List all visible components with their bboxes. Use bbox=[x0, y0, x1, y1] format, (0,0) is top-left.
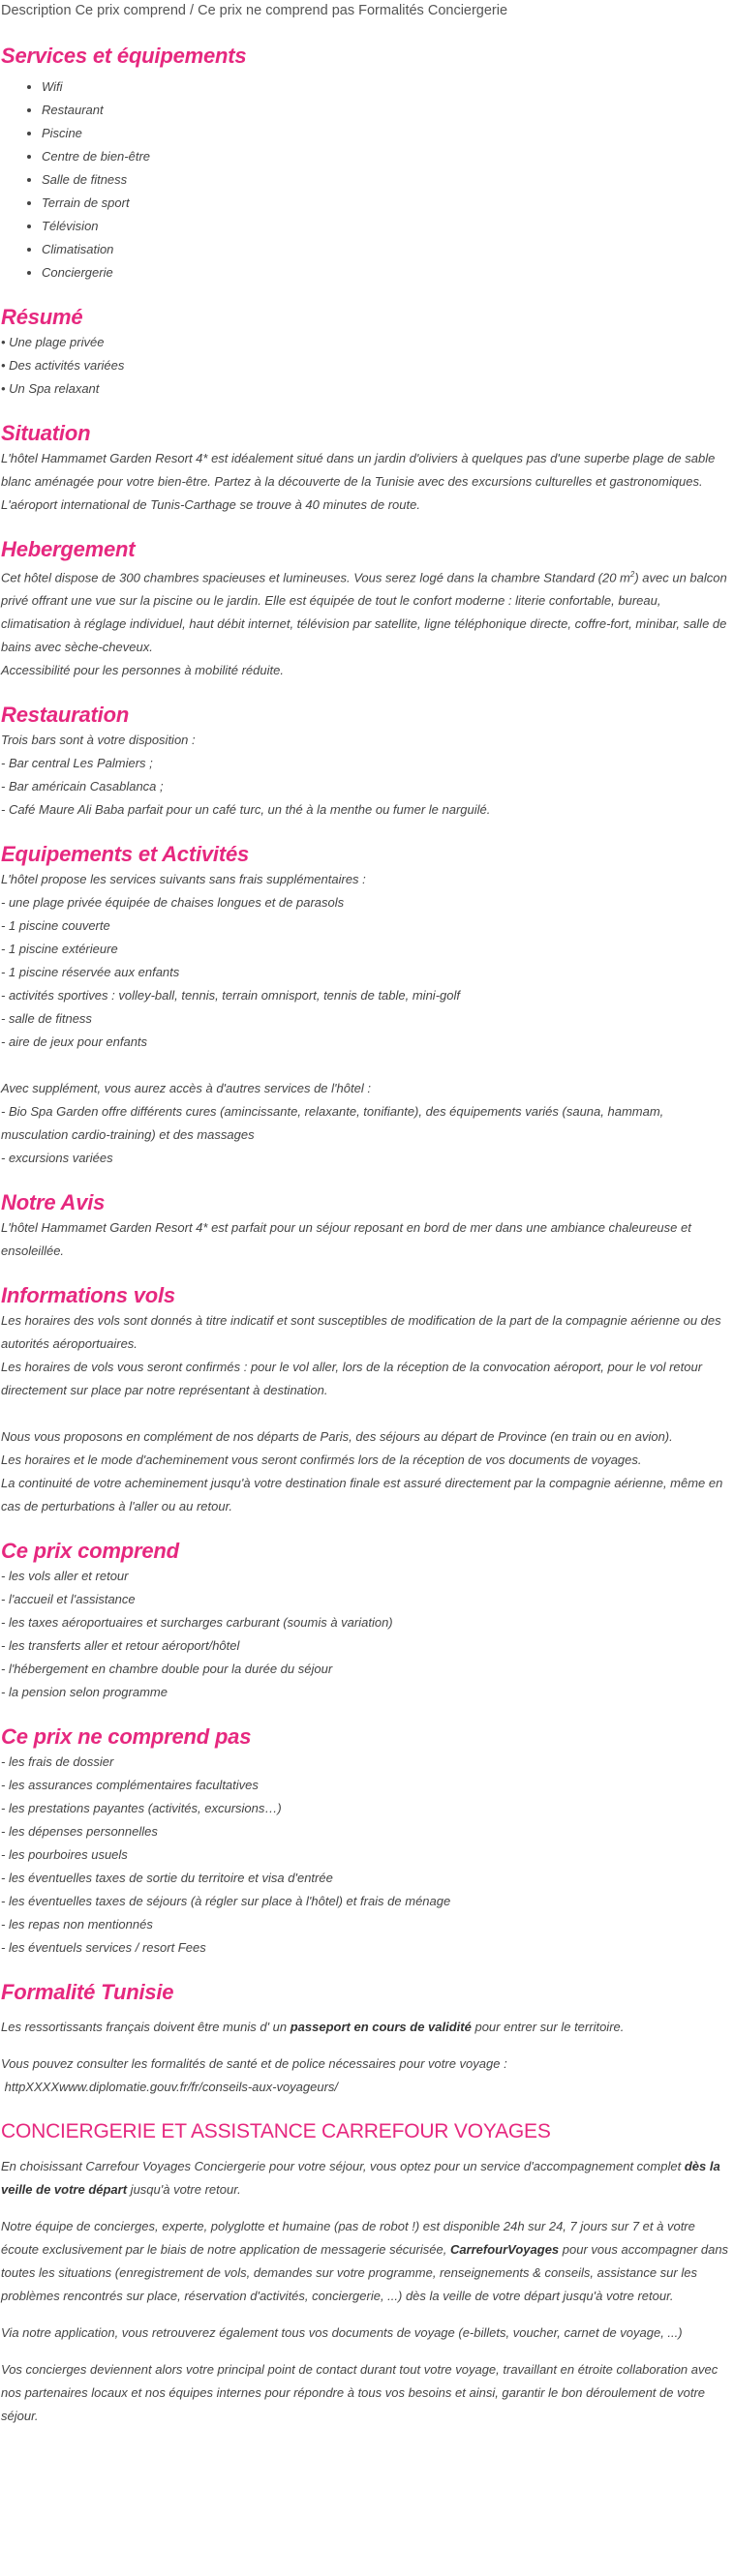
equipements-title: Equipements et Activités bbox=[1, 842, 250, 867]
conciergerie-p2-start: Notre équipe de concierges, experte, polyglotte et humaine (pas de robot !) est disponible 24h sur 24, 7 jours sur 7 et à votre écoute exclusivement par le biais de notre application de messagerie sécurisée, bbox=[1, 2219, 695, 2258]
hebergement-text bbox=[1, 563, 733, 659]
ne-comprend-line: - les prestations payantes (activités, excursions…) bbox=[1, 1801, 282, 1816]
formalite-p1-end: pour entrer sur le territoire. bbox=[471, 2020, 625, 2035]
situation-text: L'hôtel Hammamet Garden Resort 4* est idéalement situé dans un jardin d'oliviers à quelques pas d'une superbe plage de sable blanc aménagée pour votre bien-être. Partez à la découverte de la Tunisie avec des excursions culturelles et gastronomiques. L'aéroport international de Tunis-Carthage se trouve à 40 minutes de route. bbox=[1, 451, 716, 512]
comprend-line: - l'hébergement en chambre double pour la durée du séjour bbox=[1, 1662, 333, 1677]
restauration-line: - Bar central Les Palmiers ; bbox=[1, 756, 153, 771]
tab-description[interactable]: Description bbox=[1, 3, 72, 18]
service-item: • Télévision bbox=[42, 215, 733, 238]
comprend-line: - les transferts aller et retour aéroport/hôtel bbox=[1, 1638, 240, 1654]
vols-p5: La continuité de votre acheminement jusqu'à votre destination finale est assuré directement par la compagnie aérienne, même en cas de perturbations à l'aller ou au retour. bbox=[1, 1476, 723, 1514]
formalite-link[interactable]: httpXXXXwww.diplomatie.gouv.fr/fr/conseils-aux-voyageurs/ bbox=[4, 2080, 339, 2095]
vols-title: Informations vols bbox=[1, 1283, 175, 1308]
conciergerie-p2 bbox=[1, 2215, 733, 2308]
conciergerie-p2-end: pour vous accompagner dans toutes les situations (enregistrement de vols, demandes sur votre programme, renseignements & conseils, assistance sur les problèmes rencontrés sur place, réservation d'activités, conciergerie, ...) dès la veille de votre départ jusqu'à votre retour. bbox=[1, 2242, 729, 2304]
ne-comprend-line: - les éventuelles taxes de séjours (à régler sur place à l'hôtel) et frais de ménage bbox=[1, 1894, 451, 1909]
services-section bbox=[1, 43, 733, 285]
conciergerie-p1 bbox=[1, 2155, 733, 2202]
hebergement-section bbox=[1, 536, 733, 682]
avis-section bbox=[1, 1189, 733, 1263]
ne-comprend-section bbox=[1, 1723, 733, 1960]
conciergerie-title: CONCIERGERIE ET ASSISTANCE CARREFOUR VOYAGES bbox=[1, 2120, 551, 2143]
service-item: • Wifi bbox=[42, 75, 733, 99]
tab-bar bbox=[1, 0, 733, 21]
vols-p2: Les horaires de vols vous seront confirmés : pour le vol aller, lors de la réception de la convocation aéroport, pour le vol retour directement sur place par notre représentant à destination. bbox=[1, 1360, 703, 1398]
ne-comprend-line: - les éventuels services / resort Fees bbox=[1, 1940, 206, 1956]
comprend-title: Ce prix comprend bbox=[1, 1539, 179, 1564]
equipements-line: - 1 piscine extérieure bbox=[1, 942, 118, 957]
conciergerie-section bbox=[1, 2118, 733, 2428]
service-item: • Climatisation bbox=[42, 238, 733, 261]
conciergerie-p3: Via notre application, vous retrouverez également tous vos documents de voyage (e-billets, voucher, carnet de voyage, ...) bbox=[1, 2325, 683, 2341]
resume-title: Résumé bbox=[1, 305, 83, 329]
comprend-section bbox=[1, 1538, 733, 1704]
restauration-title: Restauration bbox=[1, 703, 130, 728]
ne-comprend-line: - les frais de dossier bbox=[1, 1754, 114, 1770]
equipements-line: - salle de fitness bbox=[1, 1011, 92, 1027]
resume-line: • Une plage privée bbox=[1, 335, 105, 349]
formalite-p1 bbox=[1, 2016, 733, 2039]
resume-section bbox=[1, 304, 733, 401]
avis-title: Notre Avis bbox=[1, 1190, 106, 1215]
equipements-extra-spa: - Bio Spa Garden offre différents cures (amincissante, relaxante, tonifiante), des équipements variés (sauna, hammam, musculation cardio-training) et des massages bbox=[1, 1104, 664, 1143]
formalite-p1-bold: passeport en cours de validité bbox=[290, 2020, 472, 2035]
ne-comprend-line: - les assurances complémentaires facultatives bbox=[1, 1778, 259, 1793]
situation-section bbox=[1, 420, 733, 517]
resume-line: • Des activités variées bbox=[1, 358, 125, 373]
conciergerie-p1-end: jusqu'à votre retour. bbox=[127, 2182, 241, 2198]
vols-p4: Les horaires et le mode d'acheminement vous seront confirmés lors de la réception de vos documents de voyages. bbox=[1, 1453, 642, 1468]
service-item: • Terrain de sport bbox=[42, 192, 733, 215]
equipements-line: - aire de jeux pour enfants bbox=[1, 1034, 148, 1050]
comprend-line: - les vols aller et retour bbox=[1, 1569, 129, 1584]
equipements-line: - 1 piscine réservée aux enfants bbox=[1, 965, 180, 980]
ne-comprend-title: Ce prix ne comprend pas bbox=[1, 1724, 252, 1750]
equipements-extra-excursions: - excursions variées bbox=[1, 1151, 113, 1166]
restauration-line: - Bar américain Casablanca ; bbox=[1, 779, 164, 794]
equipements-line: - activités sportives : volley-ball, tennis, terrain omnisport, tennis de table, mini-golf bbox=[1, 988, 460, 1003]
equipements-line: - une plage privée équipée de chaises longues et de parasols bbox=[1, 895, 345, 911]
vols-section bbox=[1, 1282, 733, 1518]
service-item: • Centre de bien-être bbox=[42, 145, 733, 168]
conciergerie-p1-start: En choisissant Carrefour Voyages Conciergerie pour votre séjour, vous optez pour un service d'accompagnement complet bbox=[1, 2159, 685, 2174]
equipements-line: L'hôtel propose les services suivants sans frais supplémentaires : bbox=[1, 872, 366, 887]
comprend-line: - la pension selon programme bbox=[1, 1685, 168, 1700]
hebergement-text-start: Cet hôtel dispose de 300 chambres spacieuses et lumineuses. Vous serez logé dans la chambre Standard (20 m bbox=[1, 570, 630, 585]
equipements-extra-intro: Avec supplément, vous aurez accès à d'autres services de l'hôtel : bbox=[1, 1081, 371, 1096]
formalite-p2: Vous pouvez consulter les formalités de santé et de police nécessaires pour votre voyage : bbox=[1, 2056, 507, 2072]
service-item: • Salle de fitness bbox=[42, 168, 733, 192]
equipements-section bbox=[1, 841, 733, 1170]
service-item: • Piscine bbox=[42, 122, 733, 145]
services-list bbox=[1, 75, 733, 285]
restauration-line: - Café Maure Ali Baba parfait pour un café turc, un thé à la menthe ou fumer le narguilé. bbox=[1, 802, 491, 818]
tab-separator: / bbox=[190, 3, 195, 18]
restauration-line: Trois bars sont à votre disposition : bbox=[1, 733, 196, 748]
tab-concierge[interactable]: Conciergerie bbox=[427, 3, 508, 18]
formalite-section bbox=[1, 1979, 733, 2099]
conciergerie-p4: Vos concierges deviennent alors votre principal point de contact durant tout votre voyage, travaillant en étroite collaboration avec nos partenaires locaux et nos équipes internes pour répondre à tous vos besoins et ainsi, garantir le bon déroulement de votre séjour. bbox=[1, 2362, 719, 2424]
hebergement-sup: 2 bbox=[629, 570, 635, 579]
comprend-line: - les taxes aéroportuaires et surcharges carburant (soumis à variation) bbox=[1, 1615, 393, 1631]
comprend-line: - l'accueil et l'assistance bbox=[1, 1592, 136, 1607]
service-item: • Conciergerie bbox=[42, 261, 733, 285]
hebergement-text-end: ) avec un balcon privé offrant une vue sur la piscine ou le jardin. Elle est équipée de tout le confort moderne : literie confortable, bureau, climatisation à réglage individuel, haut débit internet, télévision par satellite, ligne téléphonique directe, coffre-fort, minibar, salle de bains avec sèche-cheveux. bbox=[1, 570, 727, 655]
tab-price-includes[interactable]: Ce prix comprend bbox=[75, 3, 186, 18]
resume-line: • Un Spa relaxant bbox=[1, 381, 100, 396]
formalite-title: Formalité Tunisie bbox=[1, 1980, 174, 2005]
service-item: • Restaurant bbox=[42, 99, 733, 122]
tab-price-excludes[interactable]: Ce prix ne comprend pas bbox=[198, 3, 355, 18]
vols-p3: Nous vous proposons en complément de nos départs de Paris, des séjours au départ de Province (en train ou en avion). bbox=[1, 1429, 673, 1445]
ne-comprend-line: - les repas non mentionnés bbox=[1, 1917, 153, 1932]
tab-formalities[interactable]: Formalités bbox=[358, 3, 424, 18]
conciergerie-p1-bold: dès la veille de votre départ bbox=[1, 2159, 720, 2198]
services-title: Services et équipements bbox=[1, 44, 247, 68]
vols-p1: Les horaires des vols sont donnés à titre indicatif et sont susceptibles de modification de la part de la compagnie aérienne ou des autorités aéroportuaires. bbox=[1, 1313, 721, 1352]
situation-title: Situation bbox=[1, 421, 91, 445]
ne-comprend-line: - les pourboires usuels bbox=[1, 1847, 128, 1863]
avis-text: L'hôtel Hammamet Garden Resort 4* est parfait pour un séjour reposant en bord de mer dans une ambiance chaleureuse et ensoleillée. bbox=[1, 1220, 691, 1259]
conciergerie-p2-bold: CarrefourVoyages bbox=[449, 2242, 560, 2258]
spacer bbox=[1, 1054, 733, 1077]
equipements-line: - 1 piscine couverte bbox=[1, 918, 110, 934]
restauration-section bbox=[1, 702, 733, 822]
ne-comprend-line: - les éventuelles taxes de sortie du territoire et visa d'entrée bbox=[1, 1871, 333, 1886]
spacer bbox=[1, 1402, 733, 1425]
formalite-p1-start: Les ressortissants français doivent être munis d' un bbox=[1, 2020, 291, 2035]
hebergement-accessibility: Accessibilité pour les personnes à mobilité réduite. bbox=[1, 663, 284, 678]
formalite-link-line bbox=[1, 2076, 733, 2099]
ne-comprend-line: - les dépenses personnelles bbox=[1, 1824, 158, 1840]
hebergement-title: Hebergement bbox=[1, 537, 136, 561]
